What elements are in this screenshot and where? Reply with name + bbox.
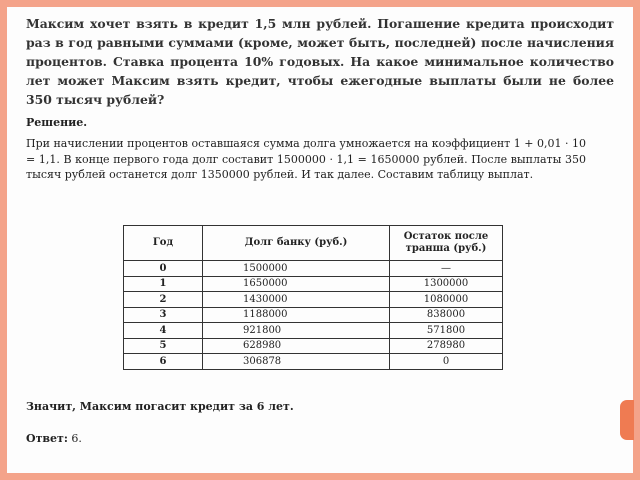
cell-debt: 1650000 <box>203 276 390 292</box>
table-row <box>124 323 503 339</box>
cell-debt: 921800 <box>203 323 390 339</box>
cell-year: 3 <box>124 307 203 323</box>
problem-statement: Максим хочет взять в кредит 1,5 млн рублей. Погашение кредита происходит раз в год равными суммами (кроме, может быть, последней) после начисления процентов. Ставка процента 10% годовых. На какое минимальное количество лет может Максим взять кредит, чтобы ежегодные выплаты были не более 350 тысяч рублей? <box>26 16 614 107</box>
solution-text: При начислении процентов оставшаяся сумма долга умножается на коэффициент 1 + 0,01 · 10 = 1,1. В конце первого года долг составит 1500000 · 1,1 = 1650000 рублей. После выплаты 350 тысяч рублей останется долг 1350000 рублей. И так далее. Составим таблицу выплат. <box>26 137 586 181</box>
cell-debt: 1188000 <box>203 307 390 323</box>
cell-year: 0 <box>124 261 203 277</box>
cell-debt: 1500000 <box>203 261 390 277</box>
header-year: Год <box>124 226 203 261</box>
cell-remainder: 0 <box>390 354 503 370</box>
payment-table <box>123 225 503 370</box>
conclusion-text: Значит, Максим погасит кредит за 6 лет. <box>26 400 294 413</box>
cell-remainder: 838000 <box>390 307 503 323</box>
cell-year: 4 <box>124 323 203 339</box>
answer-line <box>26 432 82 445</box>
solution-heading: Решение. <box>26 116 88 129</box>
table-row <box>124 261 503 277</box>
table-row <box>124 307 503 323</box>
header-remainder: Остаток после транша (руб.) <box>390 226 503 261</box>
header-debt: Долг банку (руб.) <box>203 226 390 261</box>
cell-year: 5 <box>124 338 203 354</box>
cell-remainder: — <box>390 261 503 277</box>
cell-remainder: 1080000 <box>390 292 503 308</box>
table-row <box>124 338 503 354</box>
cell-year: 6 <box>124 354 203 370</box>
table-header-row <box>124 226 503 261</box>
answer-label: Ответ: <box>26 432 68 445</box>
cell-year: 2 <box>124 292 203 308</box>
table-row <box>124 276 503 292</box>
cell-debt: 628980 <box>203 338 390 354</box>
table-row <box>124 292 503 308</box>
table-row <box>124 354 503 370</box>
answer-value: 6. <box>71 432 82 445</box>
slide-accent-tab <box>620 400 634 440</box>
cell-year: 1 <box>124 276 203 292</box>
cell-debt: 306878 <box>203 354 390 370</box>
cell-remainder: 278980 <box>390 338 503 354</box>
cell-remainder: 1300000 <box>390 276 503 292</box>
cell-remainder: 571800 <box>390 323 503 339</box>
cell-debt: 1430000 <box>203 292 390 308</box>
